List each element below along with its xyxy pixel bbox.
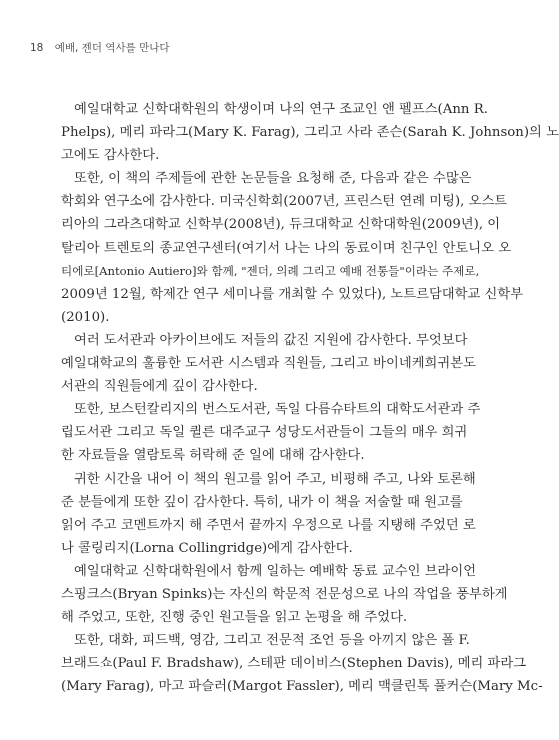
- text-line: 스핑크스(Bryan Spinks)는 자신의 학문적 전문성으로 나의 작업을 풍부하게: [61, 586, 508, 602]
- text-line: 나 콜링리지(Lorna Collingridge)에게 감사한다.: [61, 540, 353, 556]
- text-line: 예일대학교 신학대학원에서 함께 일하는 예배학 동료 교수인 브라이언: [74, 563, 477, 579]
- text-line: 브래드쇼(Paul F. Bradshaw), 스테판 데이비스(Stephen Davis), 메리 파라그: [61, 656, 527, 672]
- text-line: 또한, 보스턴칼리지의 번스도서관, 독일 다름슈타트의 대학도서관과 주: [74, 402, 481, 418]
- text-line: 2009년 12월, 학제간 연구 세미나를 개최할 수 있었다), 노트르담대학교 신학부: [61, 286, 524, 302]
- text-line: 학회와 연구소에 감사한다. 미국신학회(2007년, 프린스턴 연례 미팅), 오스트: [61, 194, 508, 210]
- text-line: 또한, 대화, 피드백, 영감, 그리고 전문적 조언 등을 아끼지 않은 폴 F.: [74, 633, 470, 649]
- text-line: 여러 도서관과 아카이브에도 저들의 값진 지원에 감사한다. 무엇보다: [74, 332, 468, 348]
- body-text: [61, 98, 559, 698]
- text-line: 립도서관 그리고 독일 퀼른 대주교구 성당도서관들이 그들의 매우 희귀: [61, 425, 468, 441]
- text-line: 리아의 그라츠대학교 신학부(2008년), 듀크대학교 신학대학원(2009년), 이: [61, 217, 501, 233]
- running-header: [30, 40, 170, 55]
- text-line: Phelps), 메리 파라그(Mary K. Farag), 그리고 사라 존슨(Sarah K. Johnson)의 노: [61, 125, 559, 141]
- text-line: 읽어 주고 코멘트까지 해 주면서 끝까지 우정으로 나를 지탱해 주었던 로: [61, 517, 476, 533]
- text-line: (Mary Farag), 마고 파슬러(Margot Fassler), 메리 맥클린톡 풀커슨(Mary Mc-: [61, 679, 543, 695]
- text-line: 귀한 시간을 내어 이 책의 원고를 읽어 주고, 비평해 주고, 나와 토론해: [74, 471, 476, 487]
- text-line: 준 분들에게 또한 깊이 감사한다. 특히, 내가 이 책을 저술할 때 원고를: [61, 494, 463, 510]
- text-line: 해 주었고, 또한, 진행 중인 원고들을 읽고 논평을 해 주었다.: [61, 610, 408, 626]
- text-line: 고에도 감사한다.: [61, 148, 160, 164]
- text-line: 서관의 직원들에게 깊이 감사한다.: [61, 379, 258, 395]
- page-number: 18: [30, 42, 44, 54]
- text-line: 또한, 이 책의 주제들에 관한 논문들을 요청해 준, 다음과 같은 수많은: [74, 171, 472, 187]
- text-line: 티에로[Antonio Autiero]와 함께, "젠더, 의례 그리고 예배 전통들"이라는 주제로,: [61, 263, 480, 278]
- running-title: 예배, 젠더 역사를 만나다: [54, 42, 170, 54]
- text-line: 예일대학교 신학대학원의 학생이며 나의 연구 조교인 앤 펠프스(Ann R.: [74, 102, 488, 117]
- text-line: 한 자료들을 열람토록 허락해 준 일에 대해 감사한다.: [61, 448, 365, 464]
- text-line: 탈리아 트렌토의 종교연구센터(여기서 나는 나의 동료이며 친구인 안토니오 오: [61, 240, 512, 256]
- text-line: 예일대학교의 훌륭한 도서관 시스템과 직원들, 그리고 바이네케희귀본도: [61, 356, 476, 372]
- text-line: (2010).: [61, 309, 110, 325]
